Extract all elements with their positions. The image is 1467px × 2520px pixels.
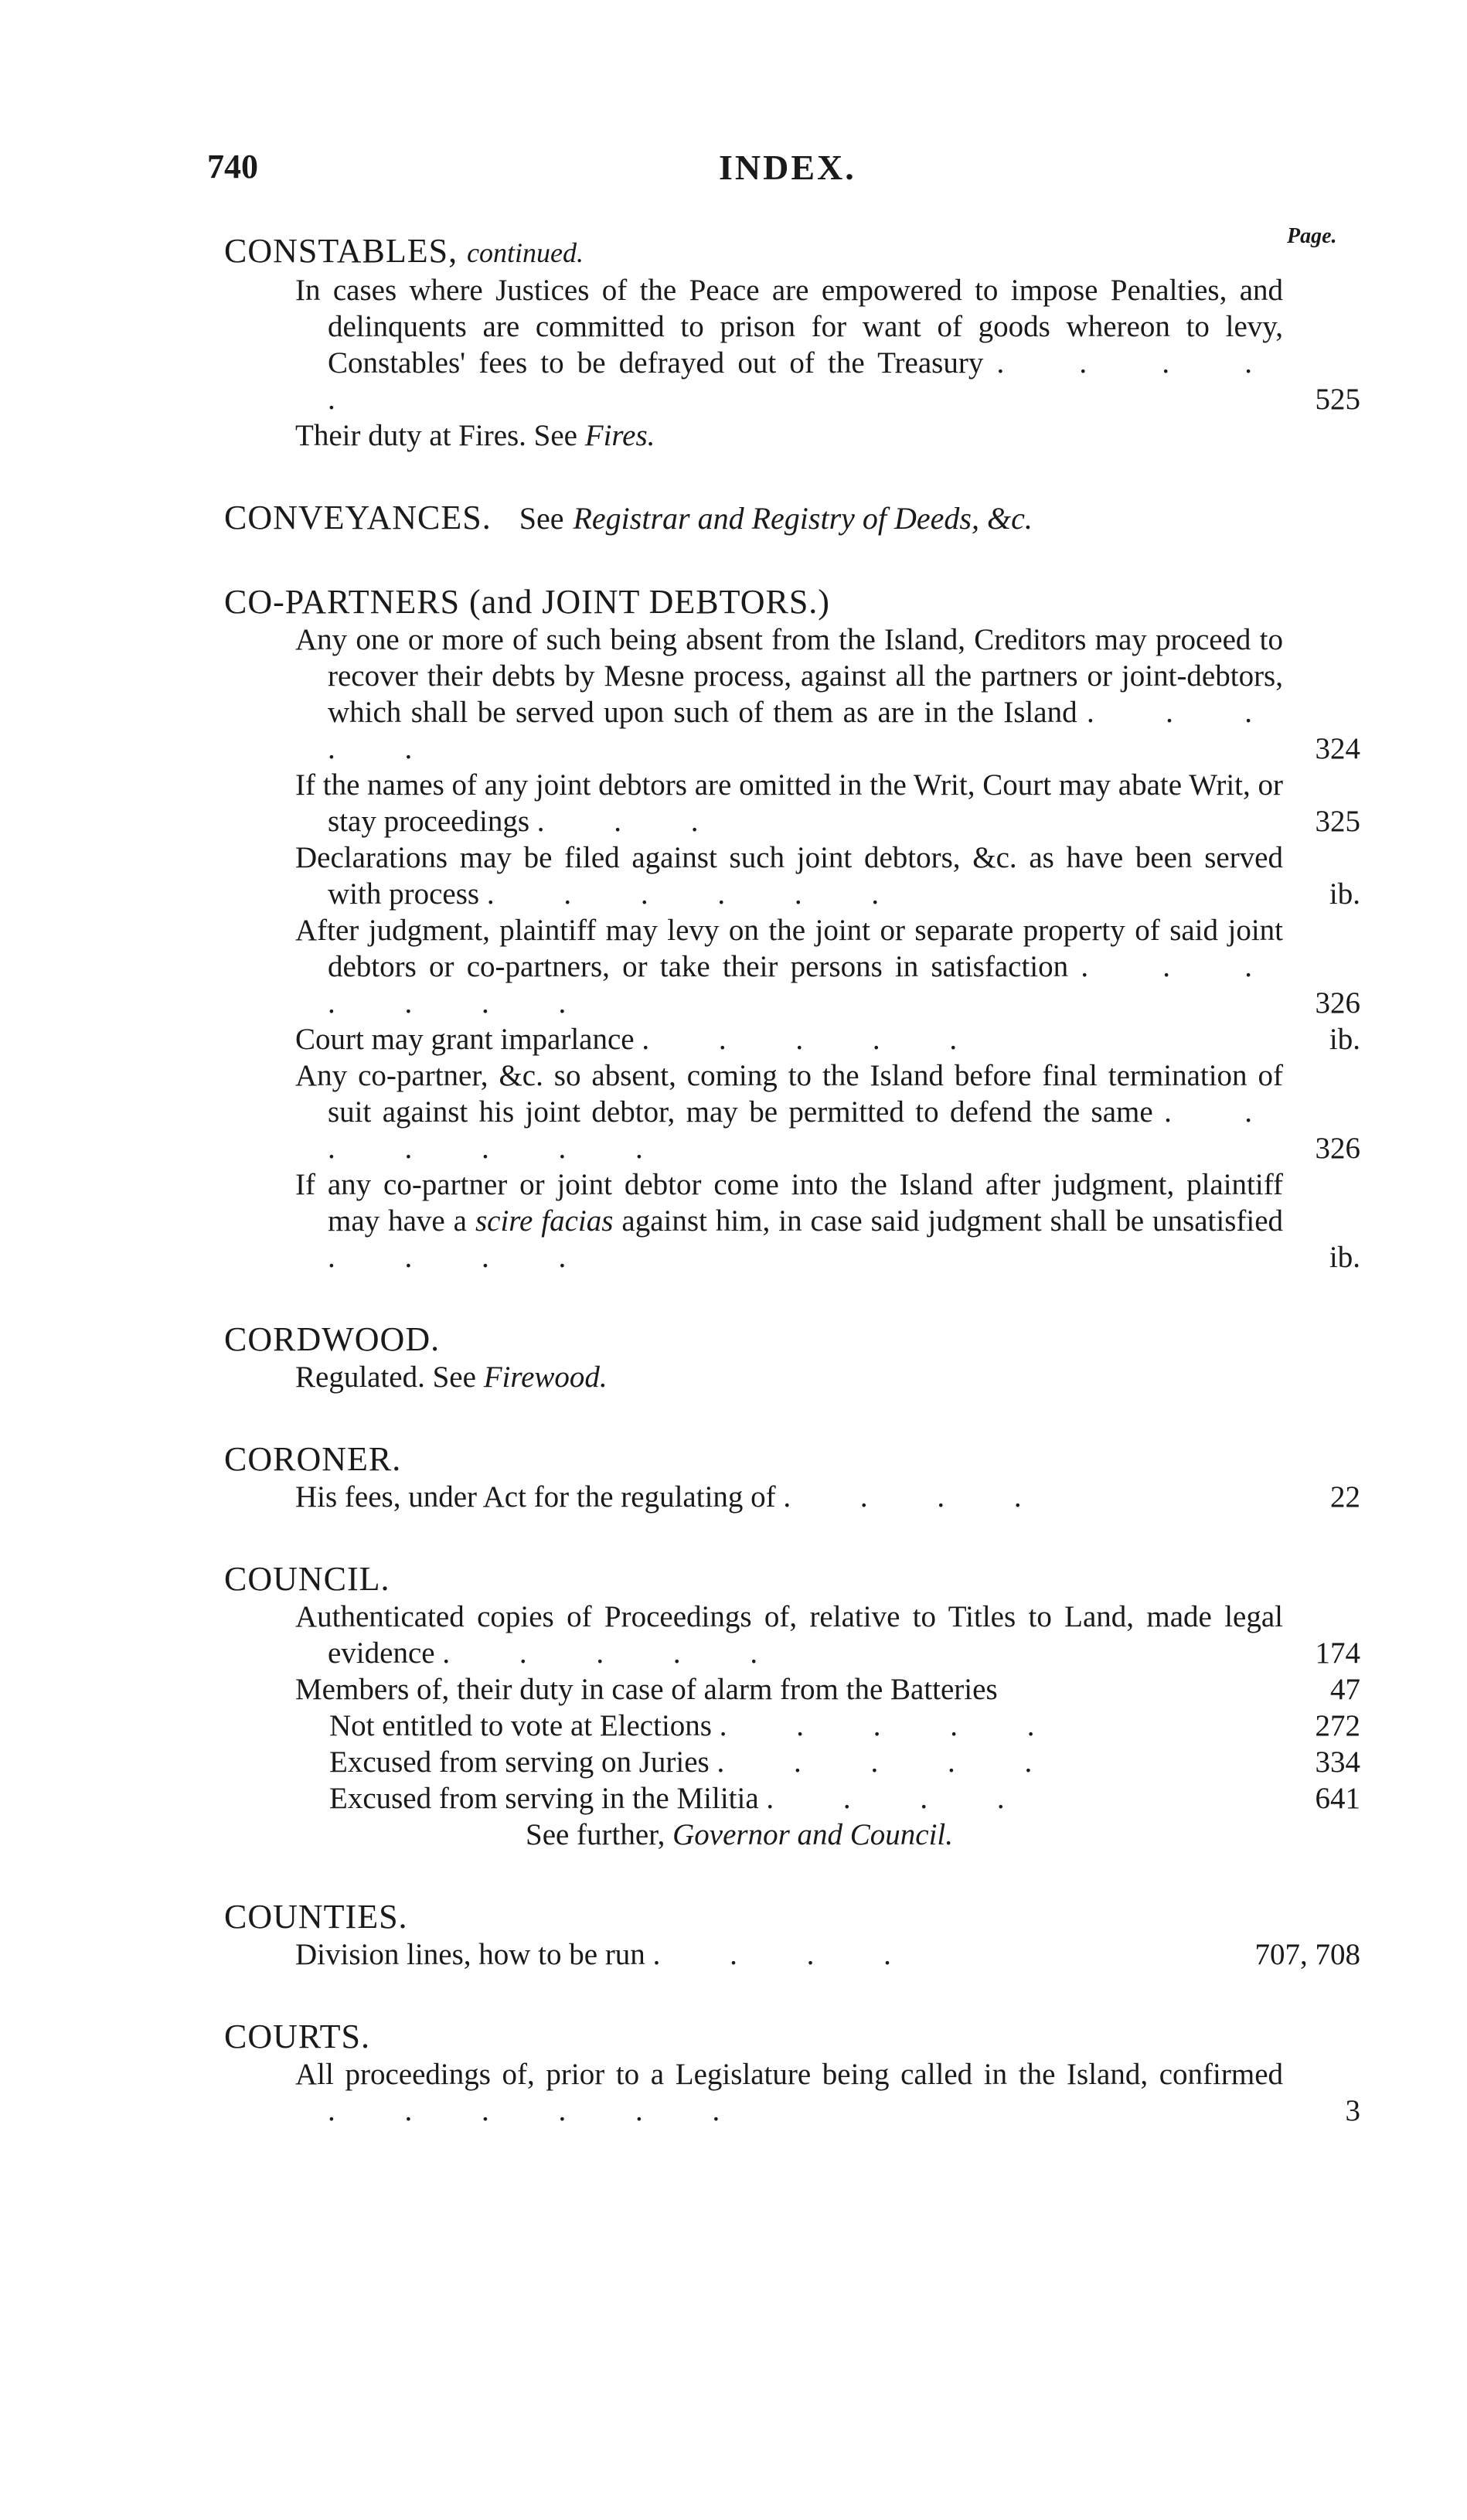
heading-note: continued.	[467, 237, 584, 268]
page-reference: 3	[1345, 2094, 1360, 2127]
entry-italic-term: scire facias	[475, 1204, 614, 1238]
page-reference: 525	[1315, 383, 1360, 416]
leader-dots: . . .	[536, 805, 730, 838]
index-entry	[295, 1359, 1360, 1395]
section-cordwood	[224, 1320, 1360, 1395]
page-reference: 641	[1315, 1782, 1360, 1815]
section-courts	[224, 2018, 1360, 2129]
entry-text: Any one or more of such being absent from the Island, Creditors may proceed to recover their debts by Mesne process, against all the partners or joint-debtors, which shall be served upon such of them as are in the Island	[295, 623, 1283, 729]
leader-dots: . . . . .	[642, 1023, 989, 1056]
entry-text: Court may grant imparlance	[295, 1023, 635, 1056]
entry-text: Excused from serving on Juries	[329, 1745, 710, 1779]
page-reference: 334	[1315, 1745, 1360, 1779]
entry-text: His fees, under Act for the regulating of	[295, 1480, 776, 1514]
leader-dots: . . . . . . .	[328, 950, 1284, 1020]
running-head: INDEX.	[719, 148, 856, 187]
see-further-label: See further,	[526, 1818, 665, 1851]
entry-text: Declarations may be filed against such joint debtors, &c. as have been served with process	[295, 841, 1283, 911]
leader-dots: . . . . . .	[328, 2094, 751, 2127]
section-heading: COURTS.	[224, 2018, 370, 2055]
index-entry	[295, 1166, 1360, 1275]
page-column-label: Page.	[1287, 224, 1337, 248]
index-entry	[295, 1671, 1360, 1708]
index-entry	[295, 2056, 1360, 2129]
page-reference: ib.	[1329, 1241, 1360, 1274]
cross-reference: Governor and Council.	[672, 1818, 953, 1851]
page-number: 740	[207, 148, 258, 186]
entry-text: Not entitled to vote at Elections	[329, 1709, 712, 1742]
section-heading	[224, 232, 1360, 272]
leader-dots: . . . . . .	[486, 877, 910, 911]
leader-dots: . . . .	[783, 1480, 1053, 1514]
entry-text: In cases where Justices of the Peace are empowered to impose Penalties, and delinquents are committed to prison for want of goods whereon to levy, Constables' fees to be defrayed out of the Treasury	[295, 274, 1283, 380]
index-entry	[295, 767, 1360, 839]
section-counties	[224, 1898, 1360, 1973]
section-coroner	[224, 1440, 1360, 1515]
entry-text: Excused from serving in the Militia	[329, 1782, 759, 1815]
see-label: See	[519, 501, 564, 536]
section-heading: CORDWOOD.	[224, 1320, 441, 1358]
see-further-note	[526, 1817, 1360, 1853]
page-reference: 326	[1315, 1132, 1360, 1165]
index-entry	[295, 839, 1360, 912]
page-reference: ib.	[1329, 877, 1360, 911]
section-heading: COUNTIES.	[224, 1898, 408, 1936]
entry-text: After judgment, plaintiff may levy on the joint or separate property of said joint debtors or co-partners, or take their persons in satisfaction	[295, 914, 1283, 983]
leader-dots: . . . . .	[328, 346, 1284, 416]
index-entry	[295, 1599, 1360, 1671]
page-reference: 272	[1315, 1709, 1360, 1742]
entry-text: Authenticated copies of Proceedings of, relative to Titles to Land, made legal evidence	[295, 1600, 1283, 1670]
page-reference: 326	[1315, 986, 1360, 1020]
index-subentry	[329, 1744, 1360, 1780]
heading-text: CONVEYANCES.	[224, 499, 492, 536]
section-co-partners	[224, 583, 1360, 1275]
leader-dots: . . . . . . .	[328, 1095, 1283, 1165]
section-conveyances	[224, 499, 1360, 538]
index-entry	[295, 417, 1360, 454]
entry-text: Members of, their duty in case of alarm from the Batteries	[295, 1673, 998, 1706]
cross-reference: Firewood.	[483, 1360, 608, 1394]
cross-reference: Fires.	[584, 419, 655, 452]
page-reference: 47	[1330, 1673, 1360, 1706]
entry-text: Division lines, how to be run	[295, 1938, 645, 1971]
page-reference: ib.	[1329, 1023, 1360, 1056]
page-reference: 324	[1315, 732, 1360, 765]
index-entry	[295, 272, 1360, 417]
section-constables	[224, 232, 1360, 454]
entry-text: Regulated. See	[295, 1360, 476, 1394]
section-heading: CORONER.	[224, 1440, 402, 1478]
heading-text: CONSTABLES,	[224, 232, 458, 270]
leader-dots: . . . . .	[328, 696, 1284, 765]
index-subentry	[329, 1708, 1360, 1744]
section-council	[224, 1560, 1360, 1853]
leader-dots: . . . .	[328, 1241, 597, 1274]
cross-reference: Registrar and Registry of Deeds, &c.	[573, 501, 1033, 536]
leader-dots: . . . . .	[719, 1709, 1066, 1742]
index-entry	[295, 1021, 1360, 1057]
entry-text: All proceedings of, prior to a Legislature being called in the Island, confirmed	[295, 2058, 1283, 2091]
index-entry	[295, 1936, 1360, 1973]
index-entry	[295, 912, 1360, 1021]
page-reference: 325	[1315, 805, 1360, 838]
leader-dots: . . . . .	[716, 1745, 1064, 1779]
entry-text: If the names of any joint debtors are omitted in the Writ, Court may abate Writ, or stay proceedings	[295, 768, 1283, 838]
index-entry	[295, 1479, 1360, 1515]
page-reference: 707, 708	[1254, 1938, 1360, 1971]
entry-text: Any co-partner, &c. so absent, coming to the Island before final termination of suit against his joint debtor, may be permitted to defend the same	[295, 1059, 1283, 1129]
leader-dots: . . . . .	[442, 1636, 789, 1670]
section-heading: CO-PARTNERS (and JOINT DEBTORS.)	[224, 583, 830, 621]
index-entry	[295, 621, 1360, 767]
index-entry	[295, 1057, 1360, 1166]
section-heading	[224, 499, 1360, 538]
index-entries	[224, 232, 1360, 2174]
entry-text-continued: against him, in case said judgment shall be unsatisfied	[621, 1204, 1284, 1238]
entry-text: If any co-partner or joint debtor come into the Island after judgment, plaintiff may have a	[295, 1168, 1283, 1238]
leader-dots: . . . .	[766, 1782, 1036, 1815]
index-subentry	[329, 1780, 1360, 1817]
entry-text: Their duty at Fires. See	[295, 419, 577, 452]
page-reference: 22	[1330, 1480, 1360, 1514]
page-reference: 174	[1315, 1636, 1360, 1670]
section-heading: COUNCIL.	[224, 1560, 390, 1598]
leader-dots: . . . .	[652, 1938, 922, 1971]
